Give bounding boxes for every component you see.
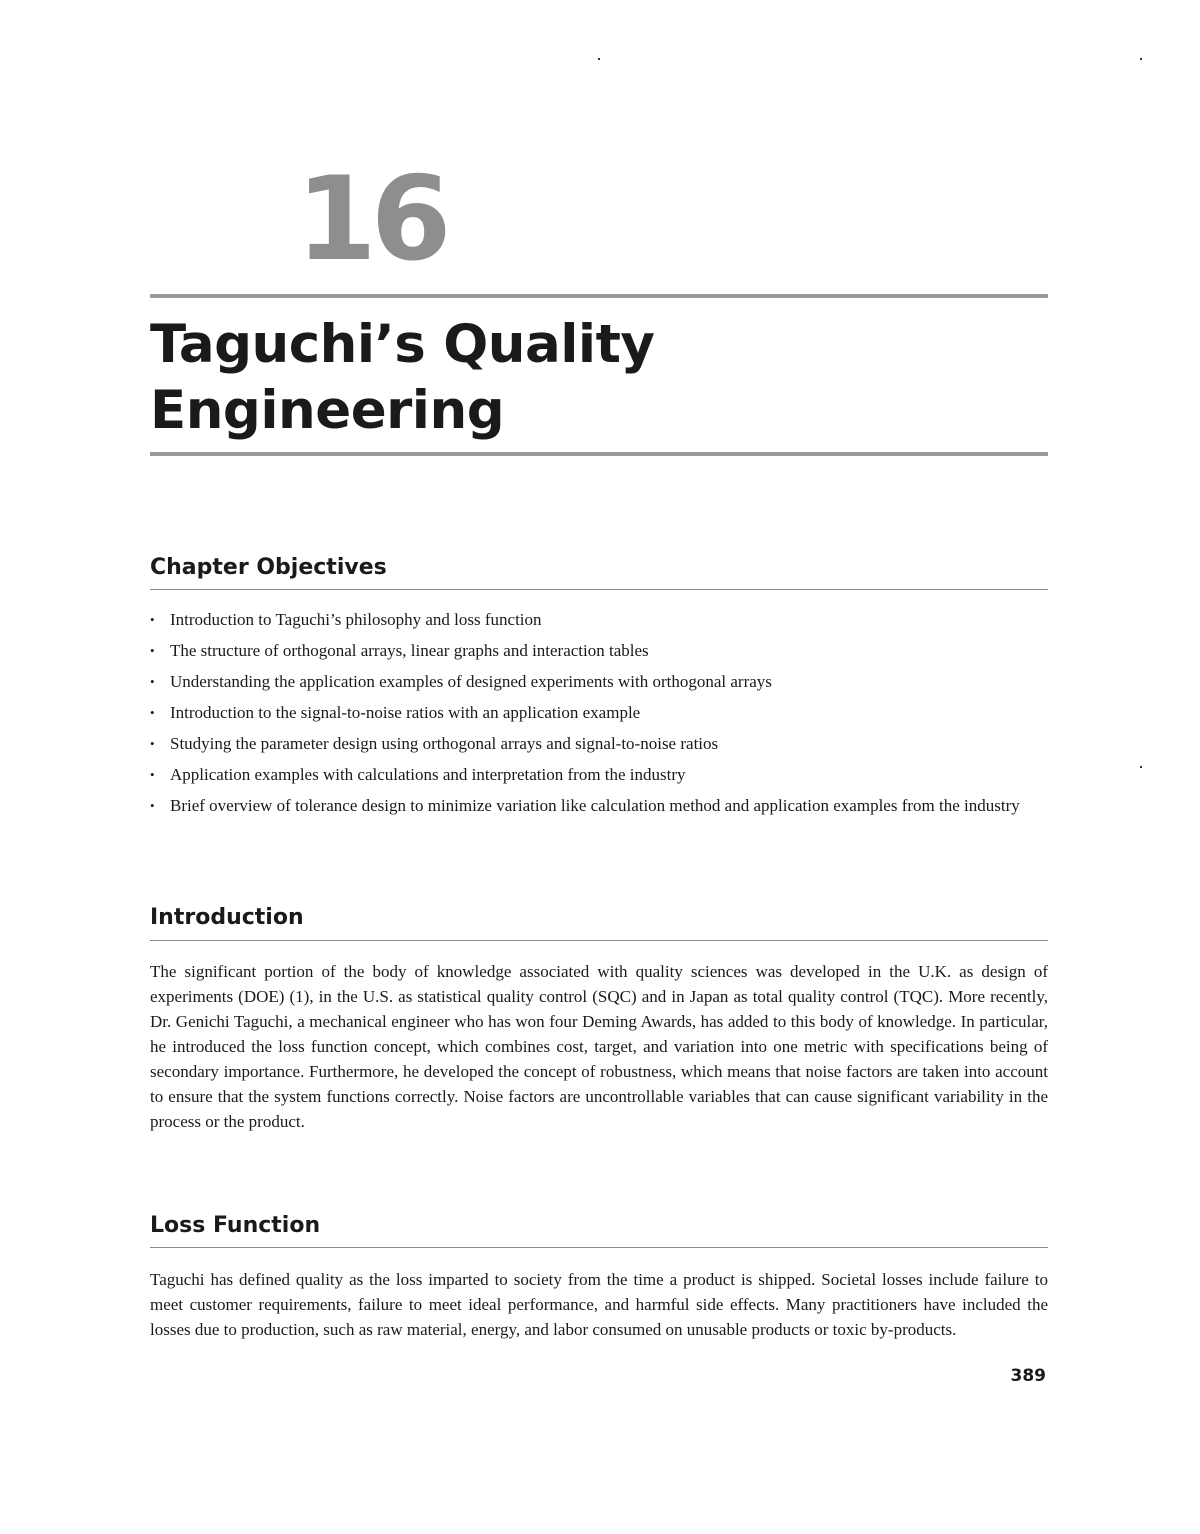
bullet: • (150, 705, 155, 720)
objective-text: Brief overview of tolerance design to minimize variation like calculation method and application examples from the industry (170, 796, 1020, 815)
chapter-number: 16 (296, 152, 446, 287)
bullet: • (150, 798, 155, 813)
loss-function-heading: Loss Function (150, 1213, 321, 1238)
objective-item (150, 608, 1048, 632)
chapter-title-line-2: Engineering (150, 380, 505, 441)
bullet: • (150, 612, 155, 627)
objective-item (150, 670, 1048, 694)
objective-text: Application examples with calculations and interpretation from the industry (170, 765, 686, 784)
objectives-rule (150, 589, 1048, 590)
objective-item (150, 763, 1048, 787)
title-top-rule (150, 294, 1048, 298)
objective-text: Studying the parameter design using orthogonal arrays and signal-to-noise ratios (170, 734, 719, 753)
bullet: • (150, 736, 155, 751)
objective-item (150, 794, 1048, 818)
objectives-heading: Chapter Objectives (150, 555, 387, 580)
loss-function-paragraph: Taguchi has defined quality as the loss imparted to society from the time a product is shipped. Societal losses include failure to meet customer requirements, failure to meet ideal performance, and harmful side effects. Many practitioners have included the losses due to production, such as raw material, energy, and labor consumed on unusable products or toxic by-products. (150, 1270, 1048, 1339)
title-bottom-rule (150, 452, 1048, 456)
scan-speck (598, 58, 600, 60)
page-number: 389 (1010, 1366, 1046, 1386)
objective-item (150, 639, 1048, 663)
introduction-heading: Introduction (150, 905, 304, 930)
introduction-rule (150, 940, 1048, 941)
chapter-title (150, 312, 1048, 444)
objective-text: Introduction to Taguchi’s philosophy and loss function (170, 610, 542, 629)
objective-text: Understanding the application examples of designed experiments with orthogonal arrays (170, 672, 772, 691)
scan-speck (1140, 58, 1142, 60)
loss-function-rule (150, 1247, 1048, 1248)
bullet: • (150, 767, 155, 782)
scan-speck (1140, 766, 1142, 768)
objective-item (150, 732, 1048, 756)
bullet: • (150, 674, 155, 689)
bullet: • (150, 643, 155, 658)
introduction-paragraph: The significant portion of the body of knowledge associated with quality sciences was developed in the U.K. as design of experiments (DOE) (1), in the U.S. as statistical quality control (SQC) and in Japan as total quality control (TQC). More recently, Dr. Genichi Taguchi, a mechanical engineer who has won four Deming Awards, has added to this body of knowledge. In particular, he introduced the loss function concept, which combines cost, target, and variation into one metric with specifications being of secondary importance. Furthermore, he developed the concept of robustness, which means that noise factors are taken into account to ensure that the system functions correctly. Noise factors are uncontrollable variables that can cause significant variability in the process or the product. (150, 962, 1048, 1131)
objective-item (150, 701, 1048, 725)
objective-text: The structure of orthogonal arrays, linear graphs and interaction tables (170, 641, 649, 660)
objective-text: Introduction to the signal-to-noise ratios with an application example (170, 703, 641, 722)
chapter-title-line-1: Taguchi’s Quality (150, 314, 655, 375)
objectives-list (150, 608, 1048, 825)
